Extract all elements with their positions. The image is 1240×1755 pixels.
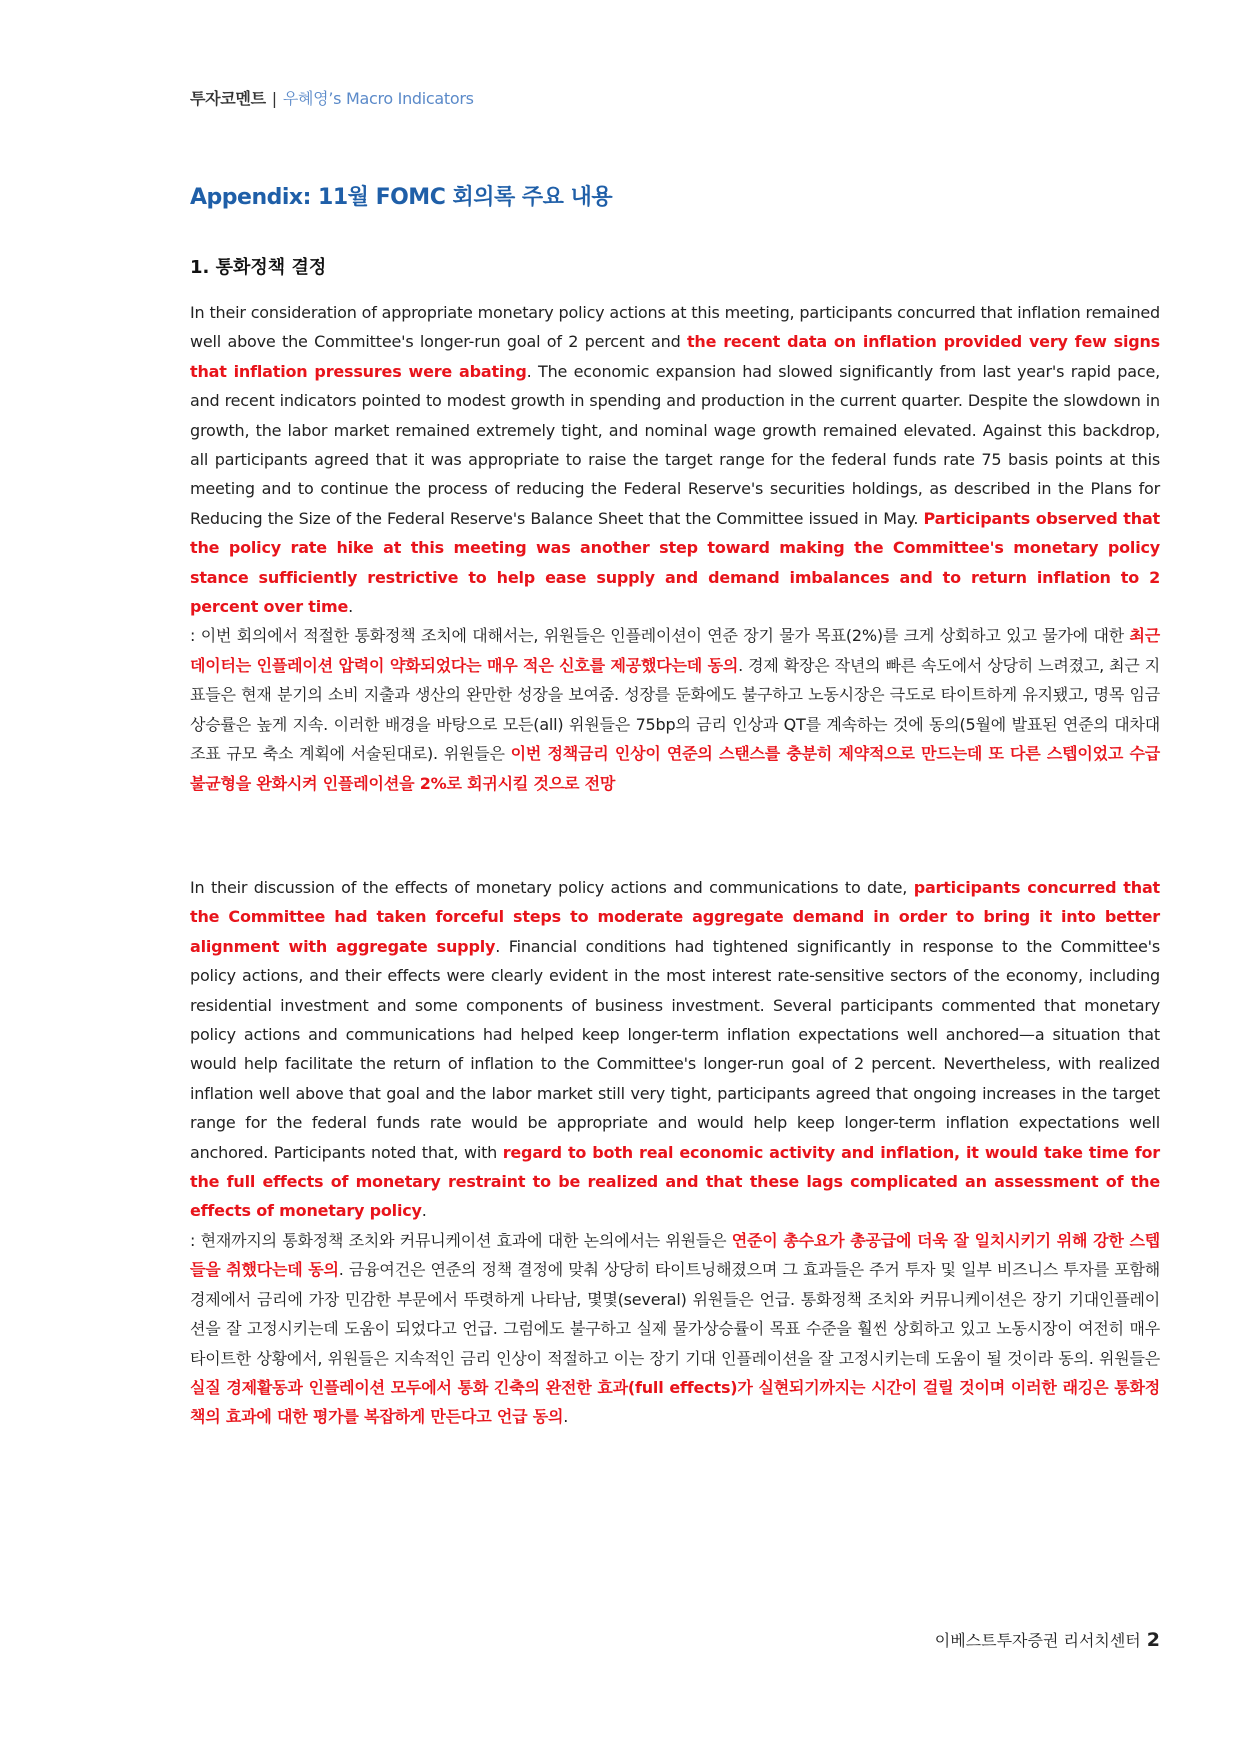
page-title: Appendix: 11월 FOMC 회의록 주요 내용 (190, 185, 613, 210)
report-category: 투자코멘트 (190, 89, 266, 108)
body-text: . 금융여건은 연준의 정책 결정에 맞춰 상당히 타이트닝해졌으며 그 효과들은 주거 투자 및 일부 비즈니스 투자를 포함해 경제에서 금리에 가장 민감한 부문에서 뚜렷하게 나타남, 몇몇(several) 위원들은 언급. 통화정책 조치와 커뮤니케이션은 장기 기대인플레이션을 잘 고정시키는데 도움이 되었다고 언급. 그럼에도 불구하고 실제 물가상승률이 목표 수준을 훨씬 상회하고 있고 노동시장이 여전히 매우 타이트한 상황에서, 위원들은 지속적인 금리 인상이 적절하고 이는 장기 기대 인플레이션을 잘 고정시키는데 도움이 될 것이라 동의. 위원들은 (190, 1260, 1160, 1368)
body-text: In their consideration of appropriate monetary policy actions at this meeting, participants concurred that inflation remained well above the Committee's longer-run goal of 2 percent and (190, 303, 1160, 352)
policy-decision-block (190, 298, 1160, 798)
highlighted-text: 이번 정책금리 인상이 연준의 스탠스를 충분히 제약적으로 만드는데 또 다른 스텝이었고 수급 불균형을 완화시켜 인플레이션을 2%로 회귀시킬 것으로 전망 (190, 744, 1160, 793)
highlighted-text: 최근 데이터는 인플레이션 압력이 약화되었다는 매우 적은 신호를 제공했다는데 동의 (190, 626, 1160, 675)
policy-effects-block (190, 873, 1160, 1432)
highlighted-text: 연준이 총수요가 총공급에 더욱 잘 일치시키기 위해 강한 스텝들을 취했다는데 동의 (190, 1230, 1160, 1280)
body-text: . (421, 1201, 427, 1221)
report-series-title: 우혜영’s Macro Indicators (282, 89, 474, 108)
highlighted-text: the recent data on inflation provided very few signs that inflation pressures were abating (190, 332, 1160, 381)
highlighted-text: participants concurred that the Committee had taken forceful steps to moderate aggregate demand in order to bring it into better alignment with aggregate supply (190, 878, 1160, 956)
body-text: . 경제 확장은 작년의 빠른 속도에서 상당히 느려졌고, 최근 지표들은 현재 분기의 소비 지출과 생산의 완만한 성장을 보여줌. 성장를 둔화에도 불구하고 노동시장은 극도로 타이트하게 유지됐고, 명목 임금 상승률은 높게 지속. 이러한 배경을 바탕으로 모든(all) 위원들은 75bp의 금리 인상과 QT를 계속하는 것에 동의(5월에 발표된 연준의 대차대조표 규모 축소 계획에 서술된대로). 위원들은 (190, 655, 1160, 764)
page-footer (935, 1628, 1160, 1651)
footer-organization: 이베스트투자증권 리서치센터 (934, 1631, 1141, 1650)
page-number: 2 (1146, 1629, 1160, 1651)
body-text: . The economic expansion had slowed significantly from last year's rapid pace, and recent indicators pointed to modest growth in spending and production in the current quarter. Despite the slowdown in growth, the labor market remained extremely tight, and nominal wage growth remained elevated. Against this backdrop, all participants agreed that it was appropriate to raise the target range for the federal funds rate 75 basis points at this meeting and to continue the process of reducing the Federal Reserve's securities holdings, as described in the Plans for Reducing the Size of the Federal Reserve's Balance Sheet that the Committee issued in May. (190, 361, 1160, 528)
highlighted-text: 실질 경제활동과 인플레이션 모두에서 통화 긴축의 완전한 효과(full effects)가 실현되기까지는 시간이 걸릴 것이며 이러한 래깅은 통화정책의 효과에 대한 평가를 복잡하게 만든다고 언급 동의 (190, 1377, 1160, 1427)
highlighted-text: Participants observed that the policy rate hike at this meeting was another step toward making the Committee's monetary policy stance sufficiently restrictive to help ease supply and demand imbalances and to return inflation to 2 percent over time (190, 508, 1160, 617)
english-paragraph (190, 298, 1160, 621)
header-separator: | (271, 89, 277, 108)
highlighted-text: regard to both real economic activity and inflation, it would take time for the full effects of monetary restraint to be realized and that these lags complicated an assessment of the effects of monetary policy (190, 1142, 1160, 1221)
korean-paragraph (190, 621, 1160, 797)
report-header (190, 86, 474, 109)
body-text: In their discussion of the effects of monetary policy actions and communications to date, (190, 878, 914, 897)
body-text: . (563, 1407, 569, 1427)
body-text: : 현재까지의 통화정책 조치와 커뮤니케이션 효과에 대한 논의에서는 위원들은 (190, 1230, 732, 1250)
body-text: : 이번 회의에서 적절한 통화정책 조치에 대해서는, 위원들은 인플레이션이 연준 장기 물가 목표(2%)를 크게 상회하고 있고 물가에 대한 (190, 626, 1130, 646)
english-paragraph (190, 873, 1160, 1226)
body-text: . (348, 597, 354, 617)
korean-paragraph (190, 1226, 1160, 1432)
body-text: . Financial conditions had tightened significantly in response to the Committee's policy actions, and their effects were clearly evident in the most interest rate-sensitive sectors of the economy, including residential investment and some components of business investment. Several participants commented that monetary policy actions and communications had helped keep longer-term inflation expectations well anchored—a situation that would help facilitate the return of inflation to the Committee's longer-run goal of 2 percent. Nevertheless, with realized inflation well above that goal and the labor market still very tight, participants agreed that ongoing increases in the target range for the federal funds rate would be appropriate and would help keep longer-term inflation expectations well anchored. Participants noted that, with (190, 936, 1161, 1162)
section-heading: 1. 통화정책 결정 (190, 257, 327, 278)
